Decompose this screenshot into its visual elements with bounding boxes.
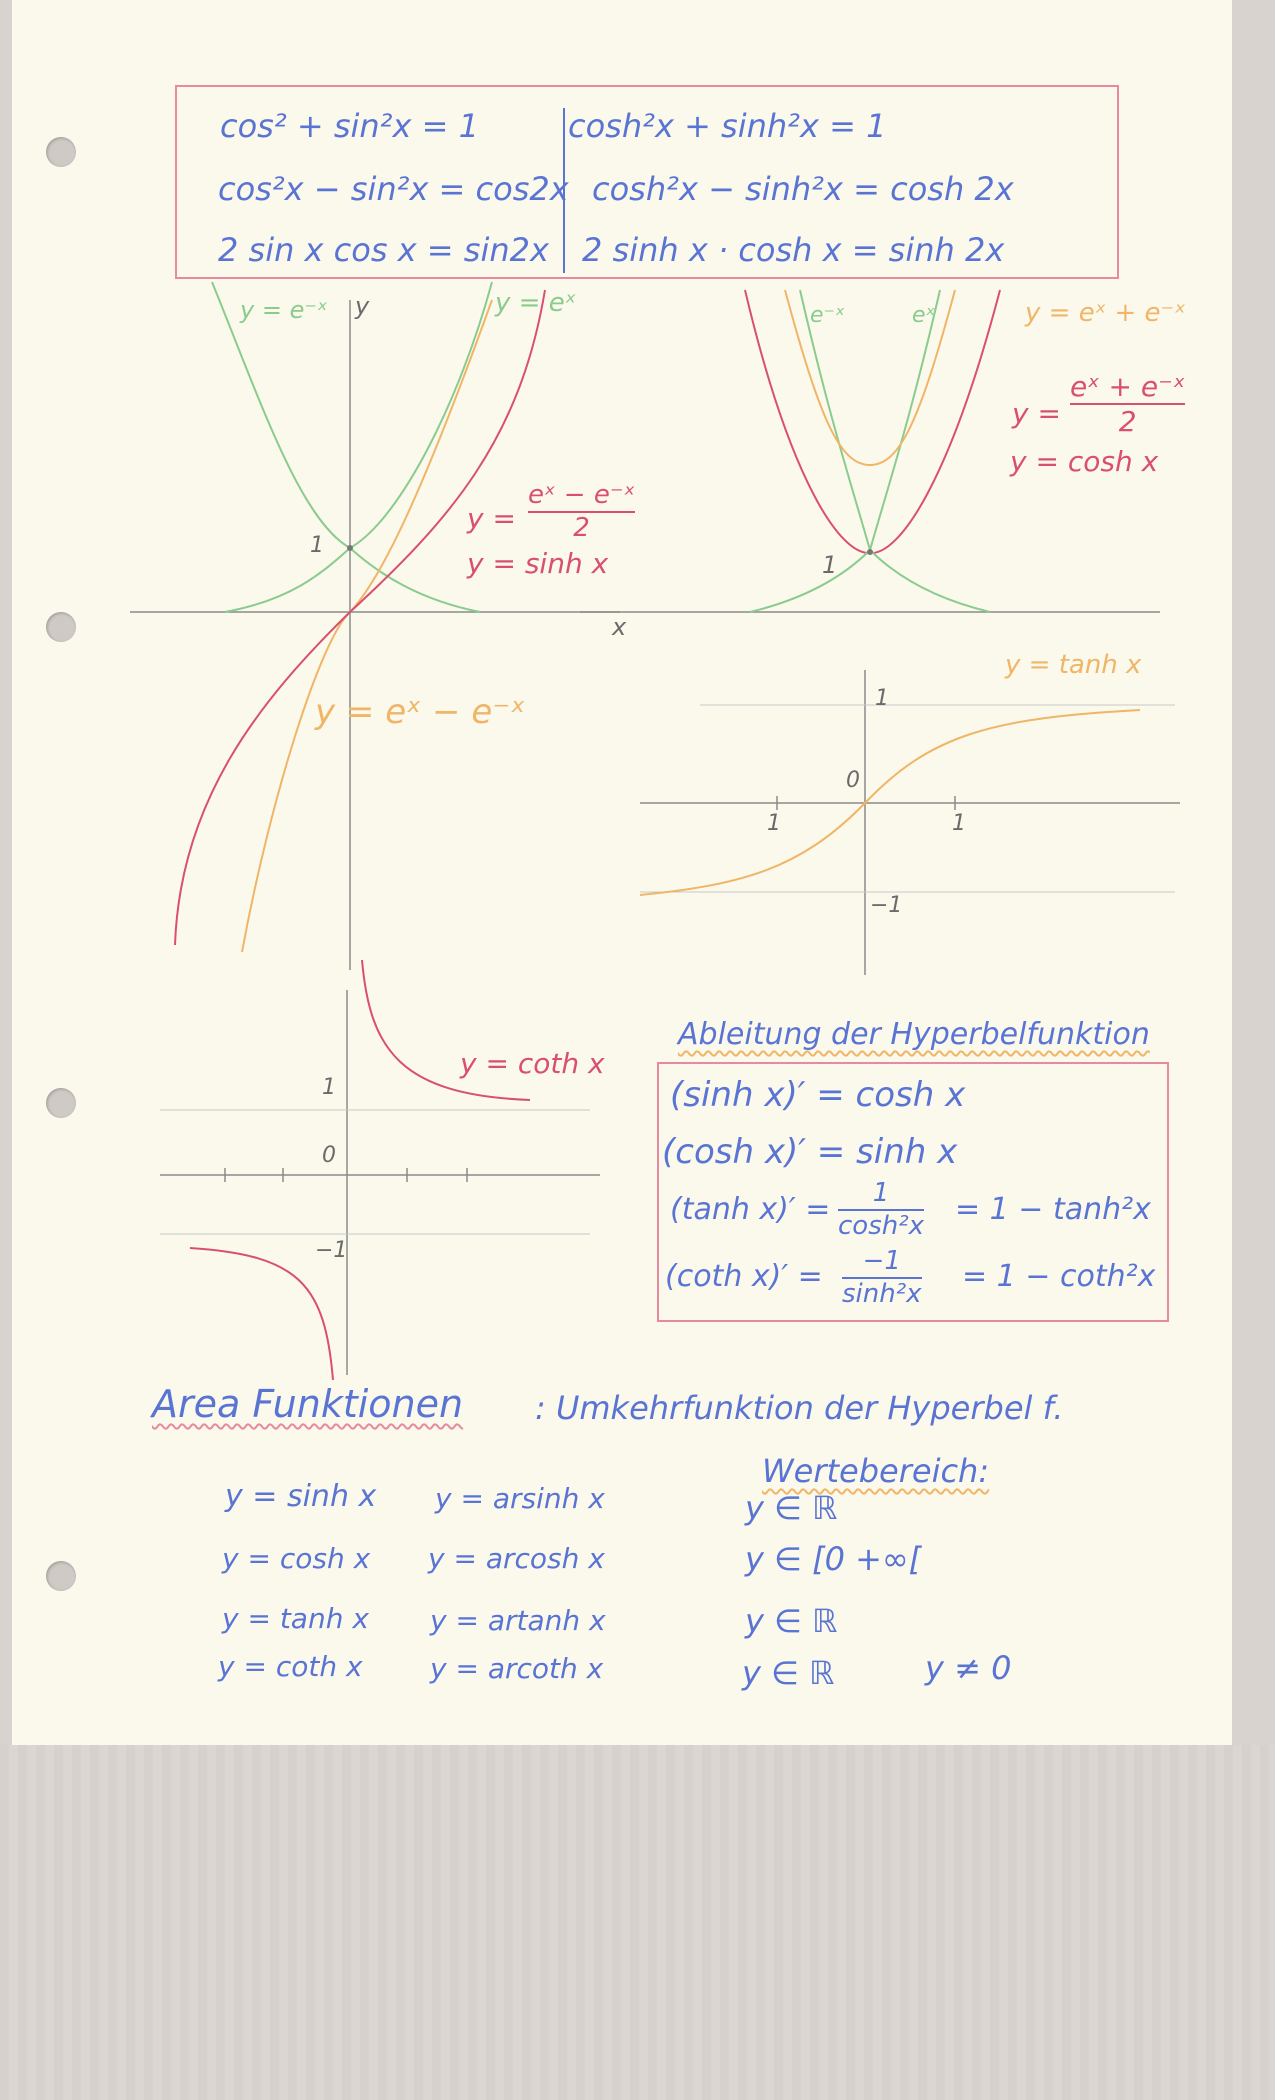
hyp-identity-1: cosh²x + sinh²x = 1 xyxy=(568,107,887,145)
label-e-x-2: eˣ xyxy=(912,303,936,328)
derivative-coth-left: (coth x)′ = xyxy=(665,1259,823,1294)
derivative-tanh-right: = 1 − tanh²x xyxy=(955,1192,1151,1227)
derivative-tanh-fraction xyxy=(838,1180,924,1241)
derivative-coth-right: = 1 − coth²x xyxy=(962,1259,1156,1294)
graph-sinh xyxy=(130,282,620,970)
area-row-function: y = cosh x xyxy=(222,1542,371,1575)
tanh-x-neg1: 1 xyxy=(767,811,781,836)
coth-label: y = coth x xyxy=(460,1047,605,1080)
label-e-x: y = eˣ xyxy=(495,288,577,318)
area-subtitle: : Umkehrfunktion der Hyperbel f. xyxy=(535,1389,1064,1427)
tanh-tick-1: 1 xyxy=(875,686,889,711)
graph-coth xyxy=(160,960,600,1380)
range-header: Wertebereich: xyxy=(762,1452,990,1490)
sinh-frac-prefix: y = xyxy=(467,502,516,535)
coth-tick-1: 1 xyxy=(322,1075,336,1100)
trig-identity-2: cos²x − sin²x = cos2x xyxy=(218,170,569,208)
area-title: Area Funktionen xyxy=(152,1382,464,1426)
cosh-frac-prefix: y = xyxy=(1012,397,1061,430)
curve-cosh xyxy=(745,290,1000,553)
area-row-inverse: y = arcoth x xyxy=(430,1652,604,1685)
label-e-minus-x: y = e⁻ˣ xyxy=(240,296,328,324)
cosh-name: y = cosh x xyxy=(1010,445,1159,478)
area-row-inverse: y = arcosh x xyxy=(428,1542,605,1575)
curve-e-x xyxy=(225,282,492,612)
tanh-frac-numerator: 1 xyxy=(872,1178,890,1208)
area-row-function: y = coth x xyxy=(218,1650,363,1683)
sinh-fraction xyxy=(528,482,635,543)
area-row-inverse: y = artanh x xyxy=(430,1604,606,1637)
derivative-coth-fraction xyxy=(842,1248,922,1309)
label-e-minus-x-2: e⁻ˣ xyxy=(810,303,845,328)
cosh-denominator: 2 xyxy=(1118,405,1137,439)
hyp-identity-3: 2 sinh x · cosh x = sinh 2x xyxy=(582,231,1005,269)
area-row-range: y ∈ ℝ xyxy=(745,1489,838,1527)
tanh-tick-0: 0 xyxy=(846,768,860,793)
sinh-name: y = sinh x xyxy=(467,547,609,580)
area-row-inverse: y = arsinh x xyxy=(435,1482,605,1515)
trig-identity-3: 2 sin x cos x = sin2x xyxy=(218,231,549,269)
tanh-tick-neg1: −1 xyxy=(870,893,903,918)
tick-one: 1 xyxy=(310,533,324,558)
tick-one-2: 1 xyxy=(822,551,838,579)
derivative-sinh: (sinh x)′ = cosh x xyxy=(670,1075,966,1115)
cosh-fraction xyxy=(1070,372,1185,437)
area-row-function: y = sinh x xyxy=(225,1479,377,1514)
area-row-range: y ∈ ℝ xyxy=(745,1602,838,1640)
axis-x-label: x xyxy=(612,613,627,641)
cosh-numerator: eˣ + e⁻ˣ xyxy=(1070,370,1186,403)
derivative-tanh-left: (tanh x)′ = xyxy=(670,1192,831,1227)
axis-y-label: y xyxy=(355,292,370,320)
coth-tick-0: 0 xyxy=(322,1143,336,1168)
derivatives-title: Ableitung der Hyperbelfunktion xyxy=(678,1017,1150,1052)
derivative-cosh: (cosh x)′ = sinh x xyxy=(662,1132,958,1172)
sum-label: y = eˣ + e⁻ˣ xyxy=(1025,298,1186,328)
coth-tick-neg1: −1 xyxy=(315,1238,348,1263)
tanh-label: y = tanh x xyxy=(1005,650,1142,680)
curve-diff xyxy=(240,296,492,952)
coth-frac-denominator: sinh²x xyxy=(842,1279,922,1310)
area-row-function: y = tanh x xyxy=(222,1602,369,1635)
trig-identity-1: cos² + sin²x = 1 xyxy=(220,107,479,145)
diff-label: y = eˣ − e⁻ˣ xyxy=(315,692,526,732)
area-row-extra: y ≠ 0 xyxy=(925,1649,1012,1687)
curve-coth-negative xyxy=(190,1248,333,1380)
sinh-numerator: eˣ − e⁻ˣ xyxy=(528,480,636,510)
tanh-frac-denominator: cosh²x xyxy=(838,1211,925,1242)
area-row-range: y ∈ [0 +∞[ xyxy=(745,1540,922,1578)
curve-e-minus-x xyxy=(212,282,480,612)
coth-frac-numerator: −1 xyxy=(862,1246,901,1276)
area-row-range: y ∈ ℝ xyxy=(742,1654,835,1692)
hyp-identity-2: cosh²x − sinh²x = cosh 2x xyxy=(592,170,1014,208)
curve-sinh xyxy=(175,290,545,945)
sinh-denominator: 2 xyxy=(573,513,590,544)
tanh-x-pos1: 1 xyxy=(952,811,966,836)
graph-tanh xyxy=(640,670,1180,975)
